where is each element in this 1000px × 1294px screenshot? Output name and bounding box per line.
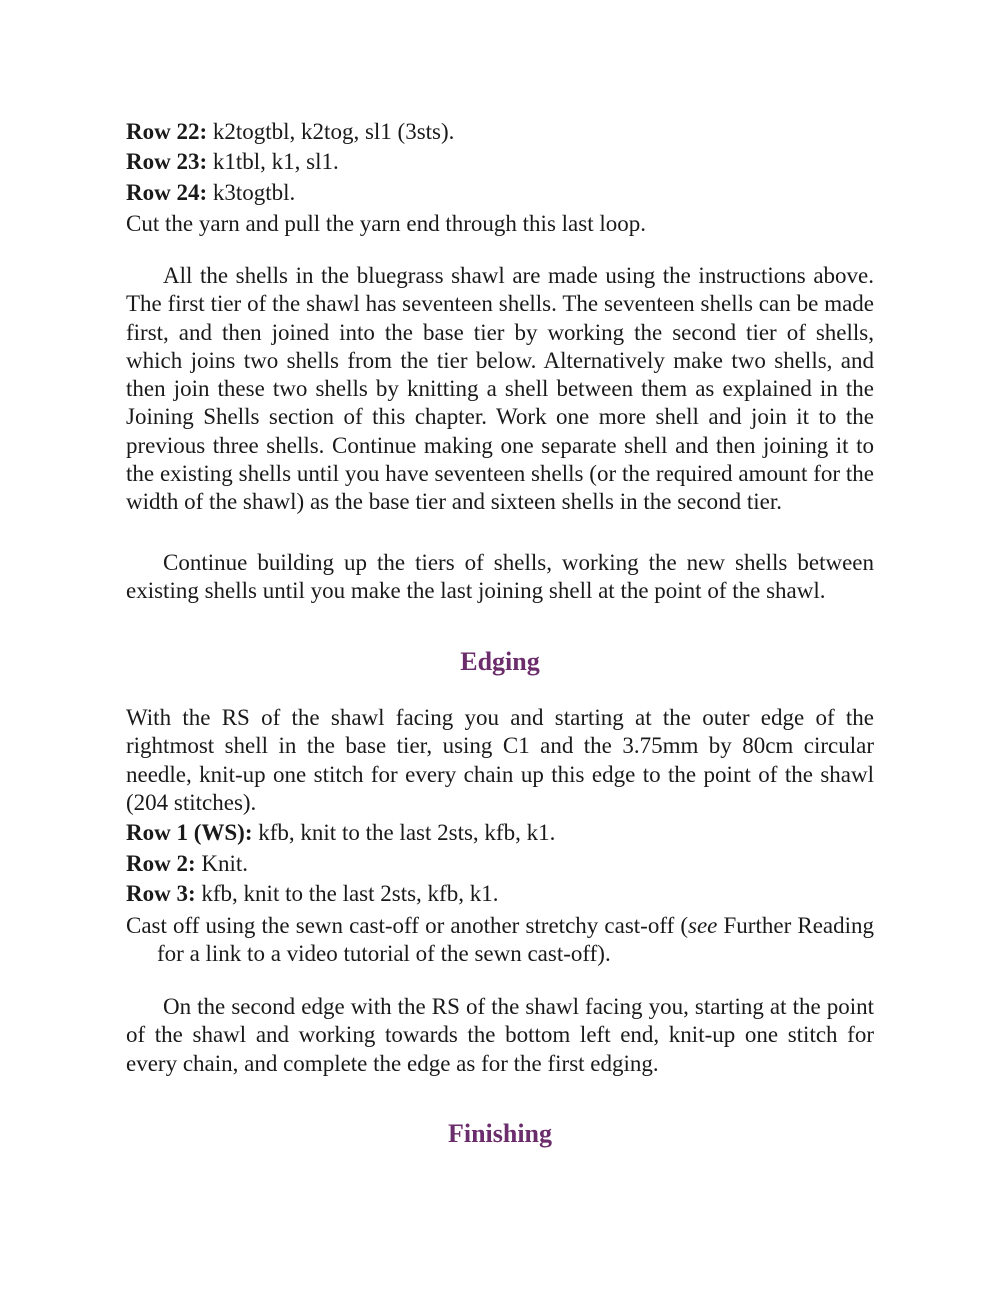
see-italic: see xyxy=(688,913,718,938)
edging-row-1-line xyxy=(126,819,555,847)
second-edge-paragraph: On the second edge with the RS of the shawl facing you, starting at the point of the shawl and working towards the bottom left end, knit-up one stitch for every chain, and complete the edge as for the first edging. xyxy=(126,994,874,1076)
row-instruction: k3togtbl. xyxy=(207,180,296,205)
cast-off-text: Cast off using the sewn cast-off or another stretchy cast-off ( xyxy=(126,913,689,938)
row-instruction: Knit. xyxy=(195,851,249,876)
row-instruction: k1tbl, k1, sl1. xyxy=(207,149,339,174)
shells-paragraph-continued: Continue building up the tiers of shells, working the new shells between existing shells until you make the last joining shell at the point of the shawl. xyxy=(126,550,874,604)
row-23-line xyxy=(126,148,339,176)
cut-yarn-line: Cut the yarn and pull the yarn end through this last loop. xyxy=(126,211,646,236)
row-instruction: k2togtbl, k2tog, sl1 (3sts). xyxy=(207,119,455,144)
shells-paragraph: All the shells in the bluegrass shawl are made using the instructions above. The first tier of the shawl has seventeen shells. The seventeen shells can be made first, and then joined into the base tier by working the second tier of shells, which joins two shells from the tier below. Alternatively make two shells, and then join these two shells by knitting a shell between them as explained in the Joining Shells section of this chapter. Work one more shell and join it to the previous three shells. Continue making one separate shell and then joining it to the existing shells until you have seventeen shells (or the required amount for the width of the shawl) as the base tier and sixteen shells in the second tier. xyxy=(126,263,874,515)
row-label: Row 2: xyxy=(126,851,196,876)
cast-off-paragraph xyxy=(126,912,874,969)
row-24-line xyxy=(126,179,295,207)
edging-row-3-line xyxy=(126,880,498,908)
row-22-line xyxy=(126,118,454,146)
row-label: Row 24: xyxy=(126,180,208,205)
edging-intro-paragraph: With the RS of the shawl facing you and starting at the outer edge of the rightmost shell in the base tier, using C1 and the 3.75mm by 80cm circular needle, knit-up one stitch for every chain up this edge to the point of the shawl (204 stitches). xyxy=(126,705,874,815)
row-instruction: kfb, knit to the last 2sts, kfb, k1. xyxy=(195,881,499,906)
row-label: Row 23: xyxy=(126,149,208,174)
cast-off-text-end: Further Reading for a link to a video tutorial of the sewn cast-off). xyxy=(157,913,875,967)
edging-heading: Edging xyxy=(460,647,540,676)
row-label: Row 22: xyxy=(126,119,208,144)
edging-row-2-line xyxy=(126,850,248,878)
finishing-heading: Finishing xyxy=(447,1119,553,1148)
row-instruction: kfb, knit to the last 2sts, kfb, k1. xyxy=(252,820,556,845)
row-label: Row 3: xyxy=(126,881,196,906)
row-label: Row 1 (WS): xyxy=(126,820,253,845)
